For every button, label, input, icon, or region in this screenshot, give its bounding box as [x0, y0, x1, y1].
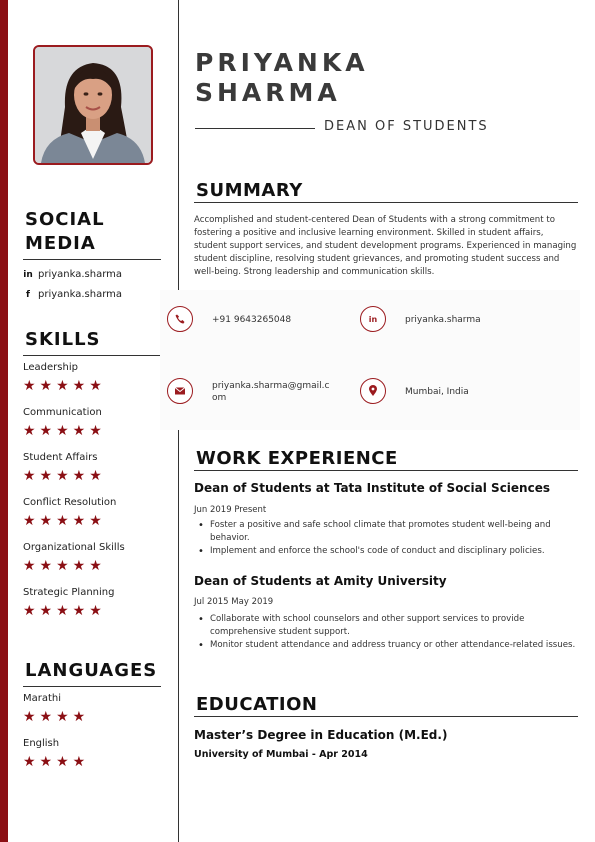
job-title: DEAN OF STUDENTS	[324, 119, 489, 134]
education-rule	[194, 716, 578, 717]
first-name: PRIYANKA	[195, 48, 369, 77]
contact-email[interactable]: priyanka.sharma@gmail.com	[212, 381, 330, 403]
contact-location: Mumbai, India	[405, 387, 469, 397]
job-entry-dates: Jul 2015 May 2019	[194, 597, 274, 607]
experience-heading: WORK EXPERIENCE	[196, 448, 398, 469]
contact-linkedin[interactable]: priyanka.sharma	[405, 315, 481, 325]
job-entry-bullets	[196, 519, 576, 558]
linkedin-icon: in	[23, 269, 33, 280]
languages-heading: LANGUAGES	[25, 660, 158, 681]
skill-name: Organizational Skills	[23, 542, 125, 553]
list-item: • Collaborate with school counselors and other support services to provide comprehensive student support.	[196, 613, 576, 639]
social-facebook-text: priyanka.sharma	[38, 289, 123, 300]
language-name: English	[23, 738, 60, 749]
list-item: • Monitor student attendance and address truancy or other attendance-related issues.	[196, 639, 576, 652]
social-heading	[25, 208, 105, 256]
skill-name: Leadership	[23, 362, 78, 373]
list-item: • Implement and enforce the school's code of conduct and disciplinary policies.	[196, 545, 576, 558]
skill-name: Strategic Planning	[23, 587, 115, 598]
job-entry-title: Dean of Students at Amity University	[194, 574, 447, 588]
contact-phone[interactable]: +91 9643265048	[212, 315, 292, 325]
skills-heading: SKILLS	[25, 329, 101, 350]
facebook-icon: f	[26, 289, 30, 300]
skill-rating-stars: ★★★★★	[23, 468, 106, 484]
skill-rating-stars: ★★★★★	[23, 378, 106, 394]
skill-name: Communication	[23, 407, 102, 418]
education-degree: Master’s Degree in Education (M.Ed.)	[194, 728, 448, 742]
social-heading-line2: MEDIA	[25, 233, 96, 254]
list-item: • Foster a positive and safe school climate that promotes student well-being and behavior.	[196, 519, 576, 545]
skill-rating-stars: ★★★★★	[23, 423, 106, 439]
job-entry-dates: Jun 2019 Present	[194, 505, 267, 515]
education-school: University of Mumbai - Apr 2014	[194, 749, 368, 760]
education-heading: EDUCATION	[196, 694, 318, 715]
summary-rule	[194, 202, 578, 203]
skills-rule	[23, 355, 161, 356]
linkedin-icon: in	[360, 306, 386, 332]
profile-photo	[33, 45, 153, 165]
social-heading-line1: SOCIAL	[25, 209, 105, 230]
title-rule	[195, 128, 315, 129]
language-rating-stars: ★★★★	[23, 754, 90, 770]
social-rule	[23, 259, 161, 260]
email-icon	[167, 378, 193, 404]
languages-rule	[23, 686, 161, 687]
language-name: Marathi	[23, 693, 62, 704]
location-pin-icon	[360, 378, 386, 404]
skill-rating-stars: ★★★★★	[23, 513, 106, 529]
last-name: SHARMA	[195, 78, 341, 107]
portrait-image	[35, 47, 151, 163]
social-item-facebook[interactable]	[22, 289, 122, 300]
experience-rule	[194, 470, 578, 471]
skill-name: Conflict Resolution	[23, 497, 117, 508]
job-entry-bullets	[196, 613, 576, 652]
summary-heading: SUMMARY	[196, 180, 303, 201]
language-rating-stars: ★★★★	[23, 709, 90, 725]
summary-text: Accomplished and student-centered Dean of Students with a strong commitment to fostering a positive and inclusive learning environment. Skilled in student affairs, student support services, and student development programs. Experienced in managing student discipline, resolving student grievances, and promoting student success and well-being. Strong leadership and communication skills.	[194, 215, 577, 277]
skill-rating-stars: ★★★★★	[23, 603, 106, 619]
social-item-linkedin[interactable]	[22, 269, 122, 280]
candidate-name	[195, 48, 369, 108]
social-linkedin-text: priyanka.sharma	[38, 269, 123, 280]
skill-name: Student Affairs	[23, 452, 98, 463]
phone-icon	[167, 306, 193, 332]
job-entry-title: Dean of Students at Tata Institute of Social Sciences	[194, 481, 550, 495]
accent-bar	[0, 0, 8, 842]
skill-rating-stars: ★★★★★	[23, 558, 106, 574]
